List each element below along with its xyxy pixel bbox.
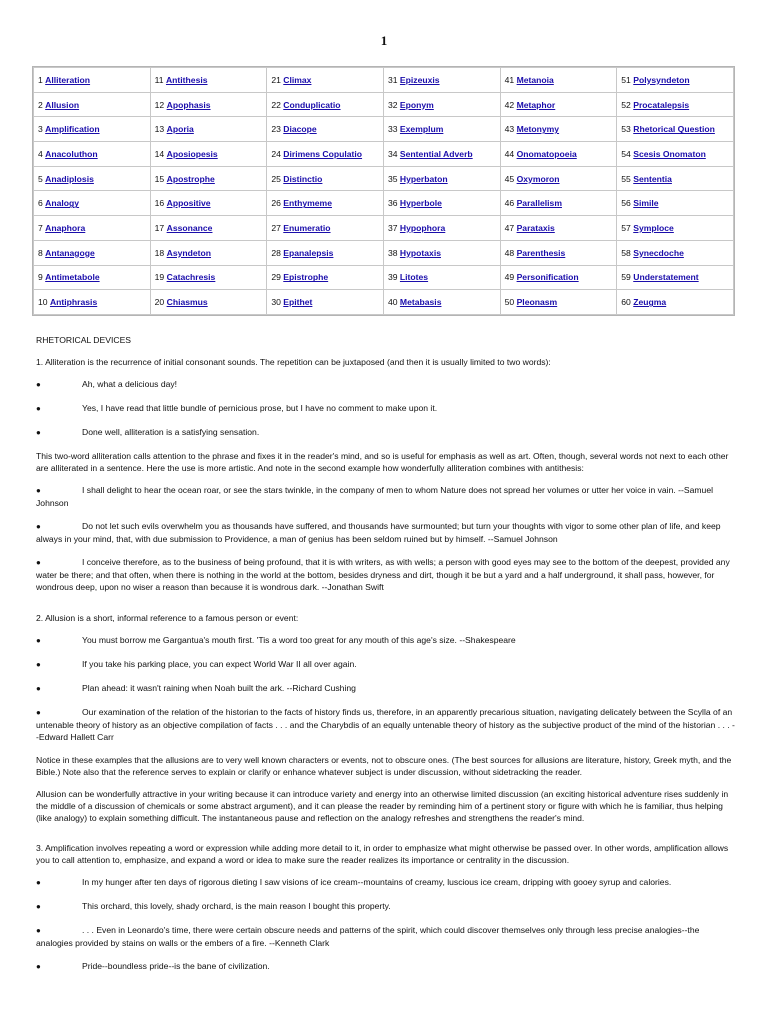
toc-link[interactable]: Hyperbole bbox=[399, 198, 442, 209]
bullet-icon: ● bbox=[36, 708, 41, 717]
toc-number: 47 bbox=[504, 222, 515, 233]
bullet-item bbox=[36, 924, 736, 949]
document-body bbox=[36, 335, 736, 984]
toc-cell bbox=[150, 216, 267, 241]
toc-link[interactable]: Hypophora bbox=[399, 222, 446, 233]
toc-link[interactable]: Understatement bbox=[633, 272, 699, 283]
bullet-item bbox=[36, 876, 736, 889]
toc-cell bbox=[267, 191, 384, 216]
toc-cell bbox=[383, 290, 500, 315]
toc-link[interactable]: Anaphora bbox=[45, 222, 86, 233]
bullet-icon: ● bbox=[36, 878, 41, 887]
toc-number: 60 bbox=[621, 297, 631, 308]
toc-cell bbox=[34, 142, 151, 167]
toc-link[interactable]: Allusion bbox=[45, 99, 80, 110]
bullet-icon: ● bbox=[36, 486, 41, 495]
toc-number: 38 bbox=[387, 247, 398, 258]
toc-link[interactable]: Alliteration bbox=[45, 74, 91, 85]
toc-link[interactable]: Apostrophe bbox=[166, 173, 215, 184]
toc-link[interactable]: Metanoia bbox=[516, 74, 554, 85]
toc-number: 24 bbox=[271, 148, 281, 159]
bullet-text: Plan ahead: it wasn't raining when Noah built the ark. --Richard Cushing bbox=[82, 683, 356, 693]
toc-number: 18 bbox=[154, 247, 165, 258]
toc-cell bbox=[500, 265, 617, 290]
toc-row bbox=[34, 92, 734, 117]
toc-link[interactable]: Epizeuxis bbox=[399, 74, 440, 85]
bullet-text: I shall delight to hear the ocean roar, or see the stars twinkle, in the company of men to whom Nature does not spread her volumes or utter her voice in vain. --Samuel Johnson bbox=[36, 485, 714, 508]
toc-link[interactable]: Climax bbox=[283, 74, 312, 85]
toc-number: 7 bbox=[38, 222, 43, 233]
toc-cell bbox=[267, 92, 384, 117]
toc-number: 12 bbox=[154, 99, 165, 110]
toc-link[interactable]: Aporia bbox=[166, 124, 194, 135]
toc-link[interactable]: Antiphrasis bbox=[49, 297, 98, 308]
toc-number: 34 bbox=[387, 148, 398, 159]
toc-link[interactable]: Dirimens Copulatio bbox=[283, 148, 363, 159]
toc-link[interactable]: Personification bbox=[516, 272, 579, 283]
toc-link[interactable]: Diacope bbox=[283, 124, 317, 135]
toc-link[interactable]: Sententia bbox=[633, 173, 672, 184]
toc-number: 46 bbox=[504, 198, 515, 209]
toc-number: 20 bbox=[154, 297, 165, 308]
toc-row bbox=[34, 142, 734, 167]
bullet-item bbox=[36, 634, 736, 647]
toc-link[interactable]: Synecdoche bbox=[633, 247, 684, 258]
toc-row bbox=[34, 191, 734, 216]
toc-number: 37 bbox=[387, 222, 398, 233]
bullet-item bbox=[36, 682, 736, 695]
toc-row bbox=[34, 117, 734, 142]
toc-link[interactable]: Appositive bbox=[166, 198, 211, 209]
toc-number: 26 bbox=[271, 198, 281, 209]
toc-number: 28 bbox=[271, 247, 281, 258]
toc-number: 45 bbox=[504, 173, 515, 184]
toc-number: 59 bbox=[621, 272, 631, 283]
toc-link[interactable]: Enthymeme bbox=[283, 198, 332, 209]
toc-number: 44 bbox=[504, 148, 515, 159]
toc-number: 3 bbox=[38, 124, 43, 135]
bullet-icon: ● bbox=[36, 522, 41, 531]
toc-cell bbox=[500, 68, 617, 93]
toc-number: 1 bbox=[38, 74, 43, 85]
toc-cell bbox=[383, 166, 500, 191]
toc-link[interactable]: Conduplicatio bbox=[283, 99, 341, 110]
toc-link[interactable]: Apophasis bbox=[166, 99, 211, 110]
toc-number: 43 bbox=[504, 124, 515, 135]
bullet-text: Pride--boundless pride--is the bane of civilization. bbox=[82, 961, 270, 971]
toc-link[interactable]: Epithet bbox=[283, 297, 313, 308]
toc-link[interactable]: Hypotaxis bbox=[399, 247, 441, 258]
section-heading: RHETORICAL DEVICES bbox=[36, 335, 132, 345]
toc-cell bbox=[500, 117, 617, 142]
toc-link[interactable]: Onomatopoeia bbox=[516, 148, 577, 159]
page-number: 1 bbox=[380, 33, 388, 48]
bullet-text: In my hunger after ten days of rigorous dieting I saw visions of ice cream--mountains of creamy, luscious ice cream, dripping with gooey syrup and calories. bbox=[82, 877, 672, 887]
toc-number: 23 bbox=[271, 124, 281, 135]
toc-link[interactable]: Antithesis bbox=[165, 74, 208, 85]
toc-link[interactable]: Epistrophe bbox=[283, 272, 329, 283]
toc-link[interactable]: Parataxis bbox=[516, 222, 555, 233]
toc-cell bbox=[267, 68, 384, 93]
toc-cell bbox=[383, 265, 500, 290]
toc-number: 36 bbox=[387, 198, 398, 209]
toc-cell bbox=[617, 92, 734, 117]
toc-cell bbox=[617, 265, 734, 290]
toc-number: 51 bbox=[621, 74, 631, 85]
toc-link[interactable]: Procatalepsis bbox=[633, 99, 690, 110]
toc-link[interactable]: Simile bbox=[633, 198, 659, 209]
toc-number: 9 bbox=[38, 272, 43, 283]
toc-link[interactable]: Anadiplosis bbox=[45, 173, 94, 184]
bullet-text: Done well, alliteration is a satisfying sensation. bbox=[82, 427, 260, 437]
bullet-text: Yes, I have read that little bundle of pernicious prose, but I have no comment to make upon it. bbox=[82, 403, 438, 413]
toc-number: 48 bbox=[504, 247, 515, 258]
bullet-item bbox=[36, 658, 736, 671]
toc-link[interactable]: Exemplum bbox=[399, 124, 444, 135]
toc-cell bbox=[617, 68, 734, 93]
bullet-icon: ● bbox=[36, 636, 41, 645]
toc-cell bbox=[617, 191, 734, 216]
toc-cell bbox=[617, 290, 734, 315]
bullet-icon: ● bbox=[36, 962, 41, 971]
toc-cell bbox=[34, 191, 151, 216]
toc-link[interactable]: Chiasmus bbox=[166, 297, 208, 308]
bullet-icon: ● bbox=[36, 404, 41, 413]
toc-link[interactable]: Distinctio bbox=[283, 173, 323, 184]
toc-row bbox=[34, 68, 734, 93]
toc-cell bbox=[500, 216, 617, 241]
bullet-text: Our examination of the relation of the historian to the facts of history finds us, therefore, in an apparently precarious situation, navigating delicately between the Scylla of an untenable theory of history as an objective compilation of facts . . . and the Charybdis of an equally untenable theory of history as the subjective product of the mind of the historian . . . --Edward Hallett Carr bbox=[36, 707, 735, 742]
toc-number: 13 bbox=[154, 124, 165, 135]
toc-link[interactable]: Hyperbaton bbox=[399, 173, 448, 184]
toc-number: 42 bbox=[504, 99, 515, 110]
bullet-icon: ● bbox=[36, 428, 41, 437]
toc-number: 56 bbox=[621, 198, 631, 209]
toc-link[interactable]: Enumeratio bbox=[283, 222, 331, 233]
toc-cell bbox=[150, 240, 267, 265]
toc-link[interactable]: Sentential Adverb bbox=[399, 148, 473, 159]
toc-link[interactable]: Analogy bbox=[45, 198, 80, 209]
toc-link[interactable]: Zeugma bbox=[633, 297, 667, 308]
paragraph: Allusion can be wonderfully attractive in your writing because it can introduce variety and energy into an otherwise limited discussion (an exciting historical adventure rises suddenly in the middle of a discussion of chemicals or some abstract argument), and it can please the reader by reminding him of a pertinent story or figure with which he is familiar, thus helping (like analogy) to explain something difficult. The instantaneous pause and reflection on the analogy refreshes and strengthens the reader's mind. bbox=[36, 789, 729, 823]
toc-cell bbox=[267, 216, 384, 241]
toc-cell bbox=[267, 166, 384, 191]
toc-number: 40 bbox=[387, 297, 398, 308]
toc-link[interactable]: Pleonasm bbox=[516, 297, 558, 308]
paragraph: 3. Amplification involves repeating a word or expression while adding more detail to it, in order to emphasize what might otherwise be passed over. In other words, amplification allows you to call attention to, emphasize, and expand a word or idea to make sure the reader realizes its importance or centrality in the discussion. bbox=[36, 843, 729, 865]
toc-link[interactable]: Catachresis bbox=[166, 272, 216, 283]
toc-number: 14 bbox=[154, 148, 165, 159]
toc-cell bbox=[34, 68, 151, 93]
bullet-item bbox=[36, 520, 736, 545]
toc-row bbox=[34, 240, 734, 265]
bullet-item bbox=[36, 402, 736, 415]
toc-cell bbox=[267, 142, 384, 167]
toc-cell bbox=[383, 92, 500, 117]
bullet-item bbox=[36, 378, 736, 391]
toc-row bbox=[34, 216, 734, 241]
toc-number: 21 bbox=[271, 74, 281, 85]
toc-cell bbox=[34, 290, 151, 315]
spacer bbox=[36, 834, 736, 842]
toc-cell bbox=[617, 240, 734, 265]
toc-number: 27 bbox=[271, 222, 281, 233]
bullet-item bbox=[36, 706, 736, 743]
toc-cell bbox=[150, 191, 267, 216]
toc-number: 58 bbox=[621, 247, 631, 258]
toc-link[interactable]: Aposiopesis bbox=[166, 148, 218, 159]
toc-cell bbox=[34, 240, 151, 265]
toc-link[interactable]: Oxymoron bbox=[516, 173, 560, 184]
bullet-text: Do not let such evils overwhelm you as thousands have suffered, and thousands have surmounted; but turn your thoughts with vigor to some other plan of life, and keep always in your mind, that, with due submission to Providence, a man of genius has been seldom ruined but by himself. --Samuel Johnson bbox=[36, 521, 721, 544]
bullet-icon: ● bbox=[36, 660, 41, 669]
toc-cell bbox=[150, 142, 267, 167]
toc-number: 4 bbox=[38, 148, 43, 159]
toc-number: 33 bbox=[387, 124, 398, 135]
toc-row bbox=[34, 166, 734, 191]
toc-link[interactable]: Parallelism bbox=[516, 198, 562, 209]
toc-cell bbox=[617, 216, 734, 241]
toc-row bbox=[34, 290, 734, 315]
toc-number: 53 bbox=[621, 124, 631, 135]
bullet-icon: ● bbox=[36, 380, 41, 389]
toc-number: 15 bbox=[154, 173, 165, 184]
bullet-text: If you take his parking place, you can expect World War II all over again. bbox=[82, 659, 357, 669]
toc-cell bbox=[150, 290, 267, 315]
toc-number: 8 bbox=[38, 247, 43, 258]
bullet-item bbox=[36, 426, 736, 439]
toc-cell bbox=[34, 117, 151, 142]
toc-number: 16 bbox=[154, 198, 165, 209]
bullet-text: You must borrow me Gargantua's mouth first. 'Tis a word too great for any mouth of this age's size. --Shakespeare bbox=[82, 635, 516, 645]
toc-number: 32 bbox=[387, 99, 398, 110]
toc-cell bbox=[500, 166, 617, 191]
toc-link[interactable]: Assonance bbox=[166, 222, 213, 233]
bullet-icon: ● bbox=[36, 684, 41, 693]
toc-number: 35 bbox=[387, 173, 398, 184]
toc-number: 25 bbox=[271, 173, 281, 184]
toc-number: 19 bbox=[154, 272, 165, 283]
toc-table bbox=[32, 66, 735, 316]
toc-link[interactable]: Metaphor bbox=[516, 99, 556, 110]
toc-cell bbox=[267, 117, 384, 142]
toc-cell bbox=[150, 265, 267, 290]
toc-number: 39 bbox=[387, 272, 398, 283]
toc-number: 6 bbox=[38, 198, 43, 209]
toc-cell bbox=[500, 290, 617, 315]
toc-cell bbox=[383, 191, 500, 216]
toc-cell bbox=[150, 166, 267, 191]
toc-link[interactable]: Antimetabole bbox=[45, 272, 100, 283]
toc-cell bbox=[617, 166, 734, 191]
toc-cell bbox=[500, 240, 617, 265]
bullet-icon: ● bbox=[36, 558, 41, 567]
toc-link[interactable]: Metabasis bbox=[399, 297, 442, 308]
toc-cell bbox=[34, 265, 151, 290]
bullet-icon: ● bbox=[36, 902, 41, 911]
toc-cell bbox=[383, 142, 500, 167]
toc-cell bbox=[500, 92, 617, 117]
toc-number: 54 bbox=[621, 148, 631, 159]
toc-link[interactable]: Antanagoge bbox=[45, 247, 95, 258]
toc-link[interactable]: Eponym bbox=[399, 99, 434, 110]
toc-cell bbox=[34, 216, 151, 241]
toc-number: 30 bbox=[271, 297, 281, 308]
bullet-item bbox=[36, 960, 736, 973]
bullet-text: I conceive therefore, as to the business of being profound, that it is with writers, as with wells; a person with good eyes may see to the bottom of the deepest, provided any water be there; and that often, when there is nothing in the world at the bottom, besides dryness and dirt, though it be but a yard and a half underground, it shall pass, however, for wondrous deep, upon no wiser a reason than because it is wondrous dark. --Jonathan Swift bbox=[36, 557, 730, 592]
toc-cell bbox=[150, 68, 267, 93]
toc-cell bbox=[267, 240, 384, 265]
toc-cell bbox=[150, 117, 267, 142]
paragraph: 1. Alliteration is the recurrence of initial consonant sounds. The repetition can be juxtaposed (and then it is usually limited to two words): bbox=[36, 357, 551, 367]
toc-cell bbox=[617, 142, 734, 167]
paragraph: This two-word alliteration calls attention to the phrase and fixes it in the reader's mind, and so is useful for emphasis as well as art. Often, though, several words not next to each other are alliterated in a sentence. Here the use is more artistic. And note in the second example how wonderfully alliteration combines with antithesis: bbox=[36, 451, 729, 473]
toc-number: 2 bbox=[38, 99, 43, 110]
toc-link[interactable]: Epanalepsis bbox=[283, 247, 334, 258]
toc-row bbox=[34, 265, 734, 290]
toc-cell bbox=[500, 191, 617, 216]
toc-cell bbox=[383, 216, 500, 241]
toc-number: 31 bbox=[387, 74, 398, 85]
toc-cell bbox=[150, 92, 267, 117]
spacer bbox=[36, 604, 736, 612]
toc-number: 10 bbox=[38, 297, 48, 308]
toc-link[interactable]: Metonymy bbox=[516, 124, 560, 135]
bullet-icon: ● bbox=[36, 926, 41, 935]
toc-number: 5 bbox=[38, 173, 43, 184]
toc-number: 57 bbox=[621, 222, 631, 233]
toc-cell bbox=[34, 92, 151, 117]
toc-number: 11 bbox=[154, 74, 164, 85]
toc-number: 41 bbox=[504, 74, 515, 85]
toc-cell bbox=[383, 240, 500, 265]
toc-number: 22 bbox=[271, 99, 281, 110]
bullet-item bbox=[36, 556, 736, 593]
toc-cell bbox=[267, 290, 384, 315]
toc-link[interactable]: Anacoluthon bbox=[45, 148, 98, 159]
toc-number: 52 bbox=[621, 99, 631, 110]
paragraph: Notice in these examples that the allusions are to very well known characters or events, not to obscure ones. (The best sources for allusions are literature, history, Greek myth, and the Bible.) Note also that the reference serves to explain or clarify or enhance whatever subject is under discussion, without sidetracking the reader. bbox=[36, 755, 732, 777]
toc-number: 49 bbox=[504, 272, 515, 283]
paragraph: 2. Allusion is a short, informal reference to a famous person or event: bbox=[36, 613, 299, 623]
bullet-text: Ah, what a delicious day! bbox=[82, 379, 178, 389]
toc-cell bbox=[267, 265, 384, 290]
toc-link[interactable]: Litotes bbox=[399, 272, 429, 283]
toc-link[interactable]: Scesis Onomaton bbox=[633, 148, 706, 159]
bullet-item bbox=[36, 484, 736, 509]
toc-number: 29 bbox=[271, 272, 281, 283]
toc-cell bbox=[34, 166, 151, 191]
toc-link[interactable]: Symploce bbox=[633, 222, 674, 233]
toc-cell bbox=[500, 142, 617, 167]
bullet-item bbox=[36, 900, 736, 913]
toc-link[interactable]: Polysyndeton bbox=[633, 74, 690, 85]
toc-link[interactable]: Rhetorical Question bbox=[633, 124, 715, 135]
toc-number: 55 bbox=[621, 173, 631, 184]
toc-link[interactable]: Parenthesis bbox=[516, 247, 566, 258]
bullet-text: This orchard, this lovely, shady orchard, is the main reason I bought this property. bbox=[82, 901, 391, 911]
toc-link[interactable]: Amplification bbox=[45, 124, 100, 135]
toc-number: 17 bbox=[154, 222, 165, 233]
toc-cell bbox=[617, 117, 734, 142]
toc-cell bbox=[383, 68, 500, 93]
toc-link[interactable]: Asyndeton bbox=[166, 247, 212, 258]
toc-number: 50 bbox=[504, 297, 515, 308]
toc-cell bbox=[383, 117, 500, 142]
bullet-text: . . . Even in Leonardo's time, there were certain obscure needs and patterns of the spirit, which could discover themselves only through less precise analogies--the analogies provided by stains on walls or the embers of a fire. --Kenneth Clark bbox=[36, 925, 700, 948]
